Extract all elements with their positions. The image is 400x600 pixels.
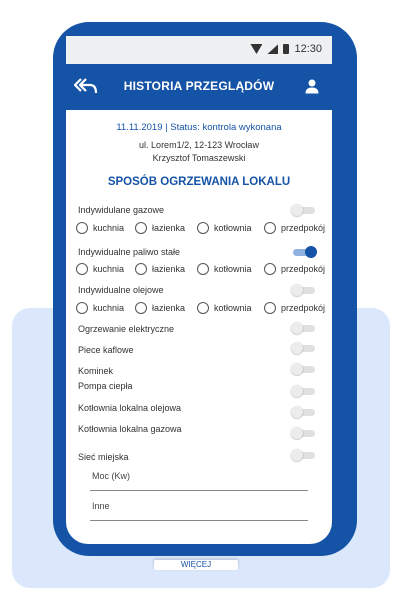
person-name: Krzysztof Tomaszewski [152, 153, 246, 163]
radio-lazienka[interactable]: łazienka [135, 262, 185, 276]
toggle-heat-pump[interactable] [291, 385, 317, 397]
wifi-icon [250, 44, 262, 54]
heating-label-electric: Ogrzewanie elektryczne [78, 324, 175, 334]
radio-przedpokoj[interactable]: przedpokój [264, 262, 325, 276]
heating-label-oil: Indywidualne olejowe [78, 285, 164, 295]
heating-label-fireplace: Kominek [78, 366, 114, 376]
radio-kuchnia[interactable]: kuchnia [76, 301, 124, 315]
toggle-tile-stove[interactable] [291, 342, 317, 354]
status-bar [66, 36, 332, 64]
phone-frame [53, 22, 357, 569]
phone-screen [66, 36, 332, 569]
heating-label-solid-fuel: Indywidualne paliwo stałe [78, 247, 181, 257]
radio-kuchnia[interactable]: kuchnia [76, 262, 124, 276]
battery-icon [283, 44, 289, 54]
toggle-district[interactable] [291, 449, 317, 461]
toggle-oil[interactable] [291, 284, 317, 296]
heating-label-local-oil-boiler: Kotłownia lokalna olejowa [78, 403, 182, 413]
radio-lazienka[interactable]: łazienka [135, 301, 185, 315]
heating-label-gas: Indywidulane gazowe [78, 205, 165, 215]
more-button[interactable]: WIĘCEJ [154, 560, 238, 570]
radio-kotlownia[interactable]: kotłownia [197, 262, 252, 276]
inspection-status: 11.11.2019 | Status: kontrola wykonana [116, 122, 282, 133]
heating-label-local-gas-boiler: Kotłownia lokalna gazowa [78, 424, 182, 434]
radio-kotlownia[interactable]: kotłownia [197, 221, 252, 235]
user-icon[interactable] [304, 78, 320, 94]
toggle-fireplace[interactable] [291, 363, 317, 375]
toggle-local-gas-boiler[interactable] [291, 427, 317, 439]
radio-kuchnia[interactable]: kuchnia [76, 221, 124, 235]
rooms-gas [76, 221, 336, 235]
toggle-gas[interactable] [291, 204, 317, 216]
radio-przedpokoj[interactable]: przedpokój [264, 301, 325, 315]
signal-icon [267, 44, 278, 54]
toggle-solid-fuel[interactable] [291, 246, 317, 258]
toggle-electric[interactable] [291, 322, 317, 334]
address-text: ul. Lorem1/2, 12-123 Wrocław [139, 140, 259, 150]
toggle-local-oil-boiler[interactable] [291, 406, 317, 418]
page-title: HISTORIA PRZEGLĄDÓW [123, 79, 275, 93]
heating-label-heat-pump: Pompa ciepła [78, 381, 133, 391]
section-title: SPOSÓB OGRZEWANIA LOKALU [107, 176, 291, 188]
status-time: 12:30 [294, 43, 322, 55]
heating-label-district: Sieć miejska [78, 452, 129, 462]
heating-label-tile-stove: Piece kaflowe [78, 345, 134, 355]
app-header [66, 64, 332, 110]
other-field[interactable]: Inne [90, 498, 308, 521]
radio-przedpokoj[interactable]: przedpokój [264, 221, 325, 235]
form-content [66, 110, 332, 569]
power-field[interactable]: Moc (Kw) [90, 468, 308, 491]
radio-kotlownia[interactable]: kotłownia [197, 301, 252, 315]
status-icons [250, 43, 322, 55]
rooms-oil [76, 301, 336, 315]
radio-lazienka[interactable]: łazienka [135, 221, 185, 235]
rooms-solid-fuel [76, 262, 336, 276]
